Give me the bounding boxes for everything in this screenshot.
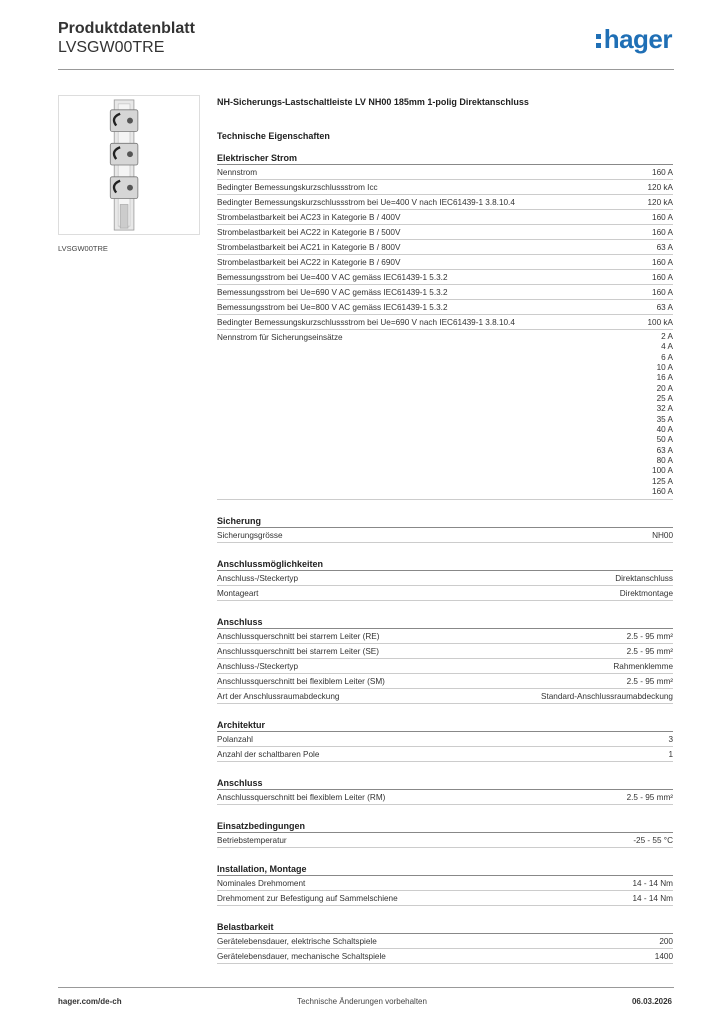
section-title: Installation, Montage bbox=[217, 863, 673, 876]
spec-section bbox=[217, 558, 673, 601]
spec-value-item: 50 A bbox=[656, 435, 673, 445]
spec-row bbox=[217, 255, 673, 270]
spec-label: Strombelastbarkeit bei AC22 in Kategorie B / 500V bbox=[217, 228, 401, 237]
spec-value-item: 100 A bbox=[652, 466, 673, 476]
spec-row bbox=[217, 528, 673, 543]
spec-row bbox=[217, 747, 673, 762]
spec-row bbox=[217, 586, 673, 601]
spec-value: Standard-Anschlussraumabdeckung bbox=[541, 691, 673, 701]
spec-sections bbox=[217, 152, 673, 964]
product-name: NH-Sicherungs-Lastschaltleiste LV NH00 185mm 1-polig Direktanschluss bbox=[217, 97, 529, 107]
section-title: Elektrischer Strom bbox=[217, 152, 673, 165]
spec-value-item: 2 A bbox=[661, 332, 673, 341]
spec-value: 160 A bbox=[652, 273, 673, 282]
spec-value-item: 16 A bbox=[656, 373, 673, 383]
spec-value-item: 20 A bbox=[656, 383, 673, 393]
spec-label: Polanzahl bbox=[217, 734, 253, 744]
spec-label: Strombelastbarkeit bei AC23 in Kategorie B / 400V bbox=[217, 213, 401, 222]
spec-value: 160 A bbox=[652, 288, 673, 297]
section-title: Architektur bbox=[217, 719, 673, 732]
spec-value: 2.5 - 95 mm² bbox=[626, 792, 673, 802]
spec-value-item: 4 A bbox=[661, 342, 673, 352]
spec-value: 160 A bbox=[652, 213, 673, 222]
spec-value: 14 - 14 Nm bbox=[632, 893, 673, 903]
spec-label: Anschluss-/Steckertyp bbox=[217, 573, 298, 583]
spec-value-item: 35 A bbox=[656, 414, 673, 424]
spec-value-item: 40 A bbox=[656, 425, 673, 435]
spec-value: 14 - 14 Nm bbox=[632, 878, 673, 888]
product-image-caption: LVSGW00TRE bbox=[58, 244, 108, 253]
spec-content bbox=[217, 96, 673, 964]
spec-value: Direktanschluss bbox=[615, 573, 673, 583]
spec-section bbox=[217, 616, 673, 704]
spec-label: Gerätelebensdauer, mechanische Schaltspiele bbox=[217, 951, 386, 961]
spec-label: Anschlussquerschnitt bei starrem Leiter (SE) bbox=[217, 646, 379, 656]
spec-value bbox=[652, 332, 673, 498]
spec-value-item: 160 A bbox=[652, 487, 673, 497]
spec-label: Strombelastbarkeit bei AC21 in Kategorie B / 800V bbox=[217, 243, 401, 252]
spec-value: 120 kA bbox=[647, 183, 673, 192]
spec-value: 200 bbox=[659, 936, 673, 946]
spec-value: NH00 bbox=[652, 530, 673, 540]
spec-label: Sicherungsgrösse bbox=[217, 530, 283, 540]
spec-row bbox=[217, 659, 673, 674]
spec-value: Direktmontage bbox=[619, 588, 673, 598]
spec-row bbox=[217, 210, 673, 225]
spec-row bbox=[217, 270, 673, 285]
spec-label: Betriebstemperatur bbox=[217, 835, 287, 845]
spec-section bbox=[217, 515, 673, 543]
spec-value: 100 kA bbox=[647, 318, 673, 327]
spec-value: -25 - 55 °C bbox=[633, 835, 673, 845]
spec-row bbox=[217, 833, 673, 848]
spec-label: Nennstrom für Sicherungseinsätze bbox=[217, 333, 343, 342]
spec-label: Nominales Drehmoment bbox=[217, 878, 306, 888]
spec-row bbox=[217, 674, 673, 689]
section-title: Einsatzbedingungen bbox=[217, 820, 673, 833]
section-title: Belastbarkeit bbox=[217, 921, 673, 934]
spec-label: Bedingter Bemessungskurzschlussstrom bei Ue=690 V nach IEC61439-1 3.8.10.4 bbox=[217, 318, 515, 327]
spec-row bbox=[217, 240, 673, 255]
spec-value-item: 63 A bbox=[656, 445, 673, 455]
spec-section bbox=[217, 921, 673, 964]
spec-value: 2.5 - 95 mm² bbox=[626, 646, 673, 656]
spec-value-item: 25 A bbox=[656, 394, 673, 404]
spec-row bbox=[217, 180, 673, 195]
spec-label: Anschlussquerschnitt bei starrem Leiter (RE) bbox=[217, 631, 380, 641]
spec-row bbox=[217, 876, 673, 891]
spec-row bbox=[217, 949, 673, 964]
hager-logo bbox=[596, 26, 672, 52]
spec-value: 63 A bbox=[656, 303, 673, 312]
page-header bbox=[58, 20, 674, 68]
spec-label: Bemessungsstrom bei Ue=800 V AC gemäss IEC61439-1 5.3.2 bbox=[217, 303, 448, 312]
spec-row bbox=[217, 571, 673, 586]
technical-properties-heading: Technische Eigenschaften bbox=[217, 131, 330, 141]
footer-date: 06.03.2026 bbox=[631, 997, 672, 1006]
spec-label: Anschluss-/Steckertyp bbox=[217, 661, 298, 671]
spec-section bbox=[217, 719, 673, 762]
spec-value-item: 6 A bbox=[661, 352, 673, 362]
product-image bbox=[58, 95, 200, 235]
spec-value: 2.5 - 95 mm² bbox=[626, 631, 673, 641]
footer-notice: Technische Änderungen vorbehalten bbox=[297, 997, 427, 1006]
spec-value-item: 32 A bbox=[656, 404, 673, 414]
spec-row bbox=[217, 629, 673, 644]
spec-value: 120 kA bbox=[647, 198, 673, 207]
spec-label: Strombelastbarkeit bei AC22 in Kategorie B / 690V bbox=[217, 258, 401, 267]
spec-value: 160 A bbox=[652, 258, 673, 267]
spec-row bbox=[217, 195, 673, 210]
footer-website: hager.com/de-ch bbox=[58, 997, 122, 1006]
spec-value: 3 bbox=[668, 734, 673, 744]
logo-dots-icon bbox=[596, 34, 601, 48]
spec-row bbox=[217, 300, 673, 315]
section-title: Anschluss bbox=[217, 777, 673, 790]
spec-value: 2.5 - 95 mm² bbox=[626, 676, 673, 686]
section-title: Anschluss bbox=[217, 616, 673, 629]
spec-row bbox=[217, 934, 673, 949]
spec-section bbox=[217, 777, 673, 805]
spec-value-item: 80 A bbox=[656, 456, 673, 466]
spec-section bbox=[217, 152, 673, 500]
spec-section bbox=[217, 820, 673, 848]
spec-label: Bedingter Bemessungskurzschlussstrom bei Ue=400 V nach IEC61439-1 3.8.10.4 bbox=[217, 198, 515, 207]
spec-row bbox=[217, 330, 673, 500]
spec-label: Bemessungsstrom bei Ue=690 V AC gemäss IEC61439-1 5.3.2 bbox=[217, 288, 448, 297]
spec-value: 63 A bbox=[656, 243, 673, 252]
spec-row bbox=[217, 644, 673, 659]
spec-label: Anschlussquerschnitt bei flexiblem Leiter (SM) bbox=[217, 676, 385, 686]
spec-row bbox=[217, 285, 673, 300]
spec-row bbox=[217, 165, 673, 180]
spec-row bbox=[217, 790, 673, 805]
spec-value: 160 A bbox=[652, 228, 673, 237]
spec-label: Gerätelebensdauer, elektrische Schaltspiele bbox=[217, 936, 377, 946]
spec-label: Anschlussquerschnitt bei flexiblem Leiter (RM) bbox=[217, 792, 386, 802]
spec-row bbox=[217, 315, 673, 330]
spec-row bbox=[217, 225, 673, 240]
footer-divider bbox=[58, 987, 674, 988]
spec-row bbox=[217, 891, 673, 906]
spec-value: 160 A bbox=[652, 168, 673, 177]
spec-label: Montageart bbox=[217, 588, 259, 598]
spec-row bbox=[217, 689, 673, 704]
logo-text: hager bbox=[603, 24, 672, 54]
spec-section bbox=[217, 863, 673, 906]
spec-label: Drehmoment zur Befestigung auf Sammelschiene bbox=[217, 893, 398, 903]
spec-label: Bemessungsstrom bei Ue=400 V AC gemäss IEC61439-1 5.3.2 bbox=[217, 273, 448, 282]
article-number: LVSGW00TRE bbox=[58, 39, 165, 56]
spec-value-item: 125 A bbox=[652, 476, 673, 486]
spec-label: Anzahl der schaltbaren Pole bbox=[217, 749, 320, 759]
fuse-switch-illustration-icon bbox=[59, 96, 199, 234]
spec-value: 1400 bbox=[654, 951, 673, 961]
spec-value: Rahmenklemme bbox=[613, 661, 673, 671]
section-title: Sicherung bbox=[217, 515, 673, 528]
spec-value: 1 bbox=[668, 749, 673, 759]
spec-row bbox=[217, 732, 673, 747]
spec-label: Bedingter Bemessungskurzschlussstrom Icc bbox=[217, 183, 378, 192]
section-title: Anschlussmöglichkeiten bbox=[217, 558, 673, 571]
header-divider bbox=[58, 69, 674, 70]
spec-label: Nennstrom bbox=[217, 168, 258, 177]
document-title: Produktdatenblatt bbox=[58, 20, 195, 37]
spec-value-item: 10 A bbox=[656, 363, 673, 373]
spec-label: Art der Anschlussraumabdeckung bbox=[217, 691, 340, 701]
